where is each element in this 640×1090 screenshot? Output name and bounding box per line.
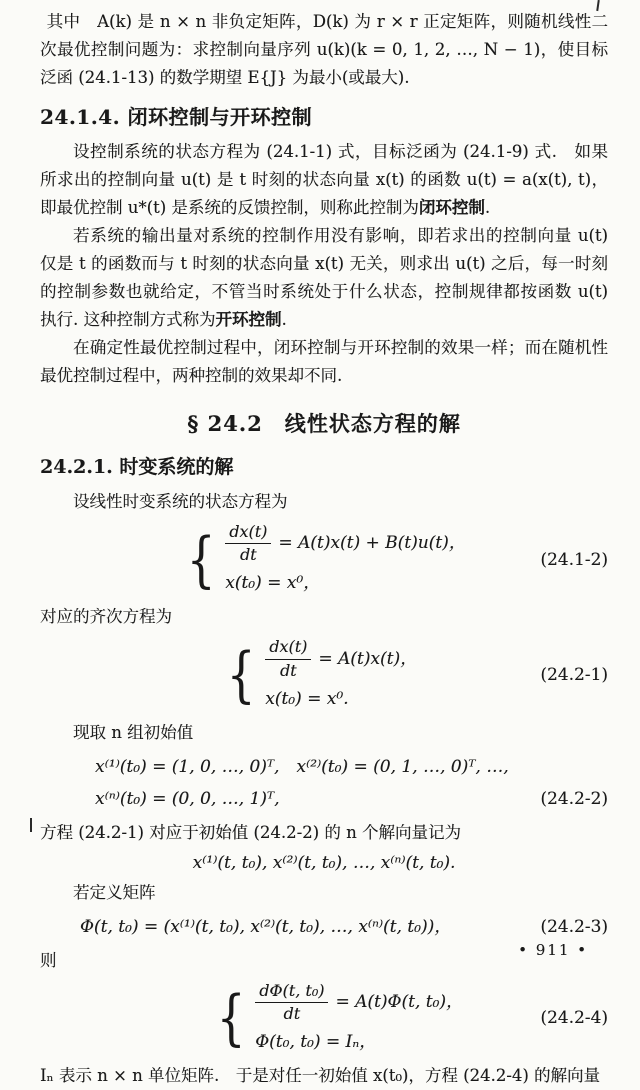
paragraph-closed-loop [40,138,608,222]
paragraph-solution-vectors-intro: 方程 (24.2-1) 对应于初始值 (24.2-2) 的 n 个解向量记为 [40,822,461,842]
scan-artifact-bar [30,818,32,832]
fraction-denominator: dt [239,545,257,565]
equation-line: Φ(t, t₀) = (x⁽¹⁾(t, t₀), x⁽²⁾(t, t₀), …, x⁽ⁿ⁾(t, t₀))， [80,916,452,937]
fraction-numerator: dx(t) [225,522,271,544]
equation-24-2-2 [40,753,608,813]
equation-label: (24.2-2) [540,788,608,809]
fraction-numerator: dΦ(t, t₀) [255,981,328,1003]
paragraph-homogeneous-intro: 对应的齐次方程为 [40,607,172,627]
paragraph-closed-loop-text: 设控制系统的状态方程为 (24.1-1) 式，目标泛函为 (24.1-9) 式. 如果所求出的控制向量 u(t) 是 t 时刻的状态向量 x(t) 的函数 u(t) = a(x(t), t)，即最优控制 u*(t) 是系统的反馈控制，则称此控制为 [40,142,608,217]
paragraph-then: 则 [40,950,57,970]
equation-line-2: x⁽ⁿ⁾(t₀) = (0, 0, …, 1)ᵀ, [95,788,280,809]
page-number: • 911 • [518,941,588,959]
equation-rhs: = A(t)x(t)， [318,648,418,669]
equation-initial-condition: x(t₀) = x⁰， [225,573,321,594]
fraction [265,637,311,679]
paragraph-closed-loop-period: . [484,198,491,217]
open-loop-term-bold: 开环控制 [215,310,282,329]
fraction-denominator: dt [279,660,297,680]
solution-vectors-line: x⁽¹⁾(t, t₀), x⁽²⁾(t, t₀), …, x⁽ⁿ⁾(t, t₀). [192,852,456,873]
paragraph-comparison: 在确定性最优控制过程中，闭环控制与开环控制的效果一样；而在随机性最优控制过程中，两种控制的效果却不同. [40,338,608,385]
paragraph-open-loop-text: 若系统的输出量对系统的控制作用没有影响，即若求出的控制向量 u(t) 仅是 t 的函数而与 t 时刻的状态向量 x(t) 无关，则求出 u(t) 之后，每一时刻的控制参数也就给定，不管当时系统处于什么状态，控制规律都按函数 u(t) 执行. 这种控制方式称为 [40,226,608,329]
fraction-denominator: dt [283,1003,301,1023]
cases-brace: { [186,524,216,595]
equation-label: (24.2-3) [540,916,608,937]
paragraph-open-loop [40,222,608,334]
equation-24-2-1 [40,637,608,712]
equation-rhs: = A(t)x(t) + B(t)u(t)， [278,533,466,554]
paragraph-time-varying-intro: 设线性时变系统的状态方程为 [73,492,288,511]
paragraph-initial-values-intro: 现取 n 组初始值 [73,722,194,742]
equation-rhs: = A(t)Φ(t, t₀)， [335,991,463,1012]
equation-initial-condition: Φ(t₀, t₀) = Iₙ， [255,1032,377,1053]
cases-brace: { [226,640,256,711]
equation-line-1: x⁽¹⁾(t₀) = (1, 0, …, 0)ᵀ, x⁽²⁾(t₀) = (0, 1, …, 0)ᵀ, …, [95,756,509,777]
cases-brace: { [216,983,246,1054]
continued-paragraph: 其中 A(k) 是 n × n 非负定矩阵，D(k) 为 r × r 正定矩阵，则随机线性二次最优控制问题为：求控制向量序列 u(k)(k = 0, 1, 2, …, N − 1)，使目标泛函 (24.1-13) 的数学期望 E{J} 为最小(或最大). [40,12,608,87]
equation-label: (24.2-1) [540,665,608,686]
section-heading-24-2: § 24.2 线性状态方程的解 [187,411,461,436]
subsection-heading-24-2-1: 24.2.1. 时变系统的解 [40,456,234,478]
paragraph-open-loop-period: . [281,310,287,329]
fraction-numerator: dx(t) [265,637,311,659]
equation-24-1-2 [40,522,608,597]
paragraph-define-matrix-intro: 若定义矩阵 [73,882,156,902]
paragraph-identity-note: Iₙ 表示 n × n 单位矩阵. 于是对任一初始值 x(t₀)，方程 (24.2-4) 的解向量 [40,1066,601,1086]
section-heading-24-1-4: 24.1.4. 闭环控制与开环控制 [40,105,313,129]
equation-24-2-4 [40,981,608,1056]
equation-label: (24.2-4) [540,1008,608,1029]
fraction [225,522,271,564]
fraction [255,981,328,1023]
closed-loop-term-bold: 闭环控制 [418,198,485,217]
equation-initial-condition: x(t₀) = x⁰. [265,688,349,709]
equation-label: (24.1-2) [540,549,608,570]
